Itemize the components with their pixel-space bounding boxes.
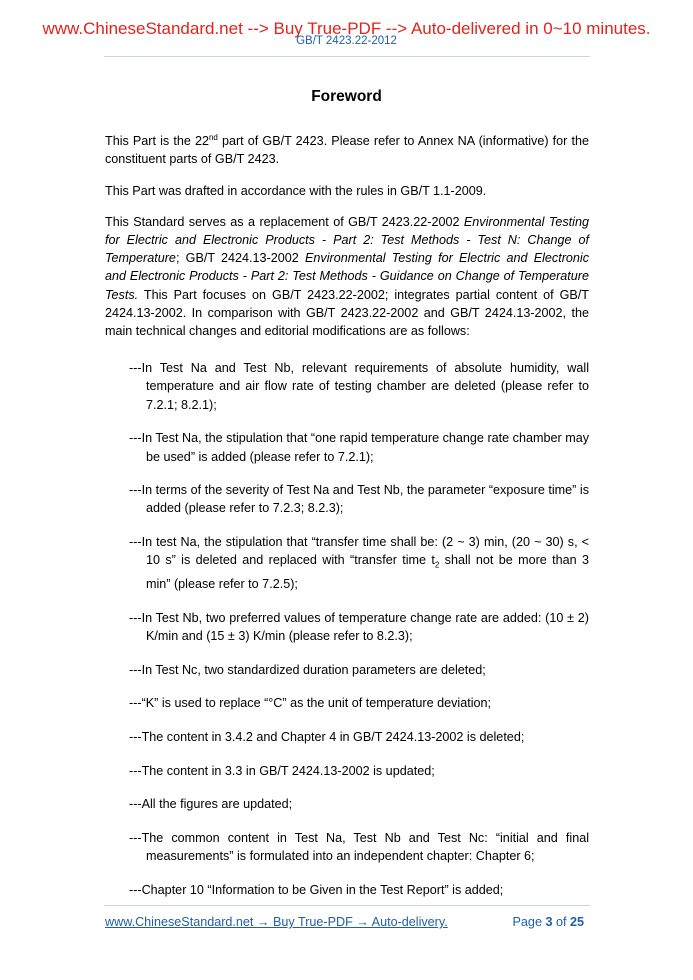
list-item: ---All the figures are updated;: [129, 797, 293, 812]
list-item: ---In terms of the severity of Test Na and Test Nb, the parameter “exposure time” is added (please refer to 7.2.3; 8.2.3);: [129, 483, 589, 516]
standard-code-header: GB/T 2423.22-2012: [296, 35, 397, 47]
top-promo-banner[interactable]: www.ChineseStandard.net --> Buy True-PDF --> Auto-delivered in 0~10 minutes.: [42, 19, 651, 38]
changes-list: [105, 359, 589, 899]
list-item: ---The common content in Test Na, Test Nb and Test Nc: “initial and final measurements” is formulated into an independent chapter: Chapter 6;: [129, 831, 589, 864]
current-page-number: 3: [545, 915, 553, 929]
paragraph-replacement: This Standard serves as a replacement of GB/T 2423.22-2002 Environmental Testing for Electric and Electronic Products - Part 2: Test Methods - Test N: Change of Temperature; GB/T 2424.13-2002 Environmental Testing for Electric and Electronic and Electronic Products - Part 2: Test Methods - Guidance on Change of Temperature Tests. This Part focuses on GB/T 2423.22-2002; integrates partial content of GB/T 2424.13-2002. In comparison with GB/T 2423.22-2002 and GB/T 2424.13-2002, the main technical changes and editorial modifications are as follows:: [105, 214, 590, 339]
list-item: ---In Test Na, the stipulation that “one rapid temperature change rate chamber may be used” is added (please refer to 7.2.1);: [129, 431, 589, 464]
list-item: ---In Test Nc, two standardized duration parameters are deleted;: [129, 662, 486, 677]
header-divider: [104, 56, 590, 57]
paragraph-drafting-rules: This Part was drafted in accordance with the rules in GB/T 1.1-2009.: [105, 183, 487, 198]
paragraph-part-number: This Part is the 22nd part of GB/T 2423. Please refer to Annex NA (informative) for the constituent parts of GB/T 2423.: [105, 133, 589, 167]
list-item: ---In Test Nb, two preferred values of temperature change rate are added: (10 ± 2) K/min and (15 ± 3) K/min (please refer to 8.2.3);: [129, 610, 589, 643]
list-item: ---In Test Na and Test Nb, relevant requirements of absolute humidity, wall temperature and air flow rate of testing chamber are deleted (please refer to 7.2.1; 8.2.1);: [129, 361, 589, 412]
list-item: ---The content in 3.3 in GB/T 2424.13-2002 is updated;: [129, 763, 435, 778]
footer-divider: [104, 905, 590, 906]
footer-store-link[interactable]: www.ChineseStandard.net → Buy True-PDF → Auto-delivery.: [105, 915, 448, 929]
list-item: ---The content in 3.4.2 and Chapter 4 in GB/T 2424.13-2002 is deleted;: [129, 730, 525, 745]
list-item: ---Chapter 10 “Information to be Given in the Test Report” is added;: [129, 883, 504, 898]
total-page-number: 25: [569, 915, 584, 929]
list-item: ---In test Na, the stipulation that “transfer time shall be: (2 ~ 3) min, (20 ~ 30) s, < 10 s” is deleted and replaced with “transfer time $t_2$ shall not be more than 3 min” (please refer to 7.2.5);: [129, 535, 589, 592]
page-title: Foreword: [311, 88, 382, 105]
document-body: [105, 129, 589, 915]
list-item: ---“K” is used to replace “°C” as the unit of temperature deviation;: [129, 696, 492, 711]
page-indicator: Page 3 of 25: [512, 915, 584, 929]
